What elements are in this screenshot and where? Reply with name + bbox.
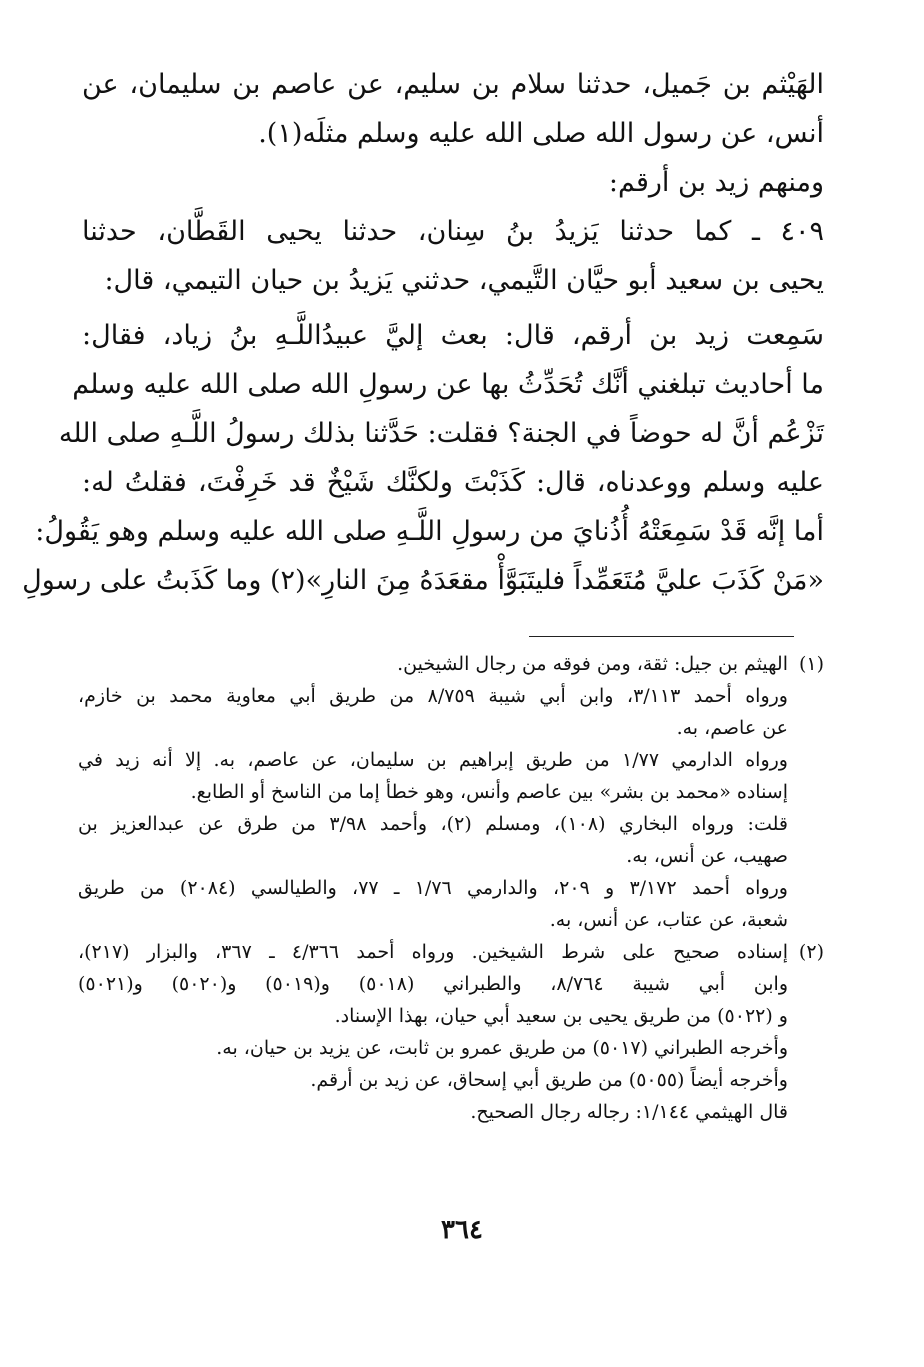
footnote-line: ورواه الدارمي ١/٧٧ من طريق إبراهيم بن سليمان، عن عاصم، به. إلا أنه زيد في bbox=[78, 749, 788, 771]
text-line: عليه وسلم ووعدناه، قال: كَذَبْتَ ولكنَّك شَيْخٌ قد خَرِفْتَ، فقلتُ له: bbox=[82, 467, 824, 498]
footnote-line: ورواه أحمد ٣/١٧٢ و ٢٠٩، والدارمي ١/٧٦ ـ ٧٧، والطيالسي (٢٠٨٤) من طريق bbox=[78, 877, 788, 899]
footnote-number: (١) bbox=[798, 653, 824, 675]
text-line: الهَيْثم بن جَميل، حدثنا سلام بن سليم، عن عاصم بن سليمان، عن bbox=[82, 69, 824, 100]
footnote-line: شعبة، عن عتاب، عن أنس، به. bbox=[549, 909, 788, 931]
footnote-line: ورواه أحمد ٣/١١٣، وابن أبي شيبة ٨/٧٥٩ من طريق أبي معاوية محمد بن خازم، bbox=[78, 685, 788, 707]
footnote-line: و (٥٠٢٢) من طريق يحيى بن سعيد أبي حيان، بهذا الإسناد. bbox=[334, 1005, 788, 1027]
footnote-line: إسناده «محمد بن بشر» بين عاصم وأنس، وهو خطأ إما من الناسخ أو الطابع. bbox=[190, 781, 788, 803]
text-line: أما إنَّه قَدْ سَمِعَتْهُ أُذُنايَ من رسولِ اللَّـهِ صلى الله عليه وسلم وهو يَقُولُ: bbox=[35, 516, 824, 547]
footnote-line: وأخرجه الطبراني (٥٠١٧) من طريق عمرو بن ثابت، عن يزيد بن حيان، به. bbox=[216, 1037, 788, 1059]
footnote-text: الهيثم بن جيل: ثقة، ومن فوقه من رجال الشيخين. bbox=[397, 653, 788, 675]
footnote-line: صهيب، عن أنس، به. bbox=[626, 845, 788, 867]
footnote-line: قال الهيثمي ١/١٤٤: رجاله رجال الصحيح. bbox=[470, 1101, 788, 1123]
section-heading: ومنهم زيد بن أرقم: bbox=[608, 167, 824, 198]
footnote-line: عن عاصم، به. bbox=[676, 717, 788, 739]
footnotes bbox=[78, 648, 824, 1128]
text-line: يحيى بن سعيد أبو حيَّان التَّيمي، حدثني يَزيدُ بن حيان التيمي، قال: bbox=[104, 265, 824, 296]
footnote-text: إسناده صحيح على شرط الشيخين. ورواه أحمد ٤/٣٦٦ ـ ٣٦٧، والبزار (٢١٧)، bbox=[78, 941, 788, 963]
page-number: ٣٦٤ bbox=[441, 1215, 483, 1245]
footnote-line bbox=[78, 936, 824, 968]
main-text bbox=[22, 60, 824, 605]
footnote-divider bbox=[529, 636, 794, 637]
footnote-line: وأخرجه أيضاً (٥٠٥٥) من طريق أبي إسحاق، عن زيد بن أرقم. bbox=[310, 1069, 788, 1091]
text-line: ما أحاديث تبلغني أنَّك تُحَدِّثُ بها عن رسولِ الله صلى الله عليه وسلم bbox=[72, 369, 824, 400]
text-line: تَزْعُم أنَّ له حوضاً في الجنة؟ فقلت: حَدَّثنا بذلك رسولُ اللَّـهِ صلى الله bbox=[58, 418, 824, 449]
text-line: «مَنْ كَذَبَ عليَّ مُتَعَمِّداً فليتَبَوَّأْ مقعَدَهُ مِنَ النارِ»(٢) وما كَذَبتُ على رسولِ bbox=[22, 565, 824, 596]
text-line: أنس، عن رسول الله صلى الله عليه وسلم مثلَه(١). bbox=[258, 118, 824, 149]
footnote-line: وابن أبي شيبة ٨/٧٦٤، والطبراني (٥٠١٨) و(٥٠١٩) و(٥٠٢٠) و(٥٠٢١) bbox=[78, 973, 788, 995]
hadith-number-line: ٤٠٩ ـ كما حدثنا يَزيدُ بنُ سِنان، حدثنا يحيى القَطَّان، حدثنا bbox=[82, 216, 824, 247]
text-line: سَمِعت زيد بن أرقم، قال: بعث إليَّ عبيدُاللَّـهِ بنُ زياد، فقال: bbox=[82, 320, 824, 351]
footnote-number: (٢) bbox=[798, 941, 824, 963]
footnote-line: قلت: ورواه البخاري (١٠٨)، ومسلم (٢)، وأحمد ٣/٩٨ من طرق عن عبدالعزيز بن bbox=[78, 813, 788, 835]
footnote-line bbox=[78, 648, 824, 680]
